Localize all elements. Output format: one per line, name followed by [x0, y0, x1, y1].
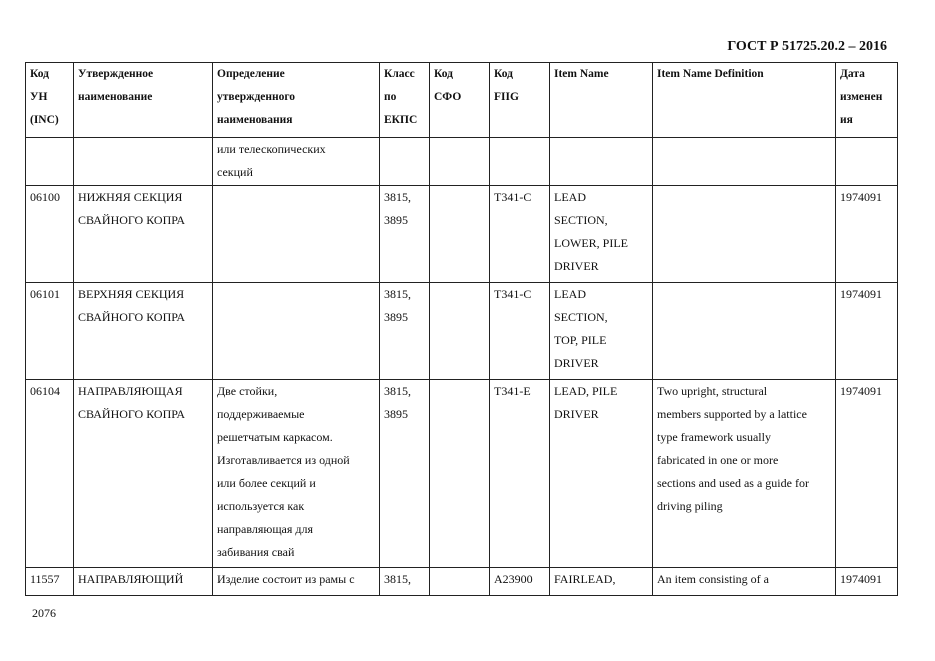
cell-item-definition	[653, 283, 836, 380]
table-row	[26, 186, 898, 283]
cell-date	[836, 138, 898, 186]
cell-fiig: T341-E	[490, 380, 550, 568]
header-name-ru: Утвержденное наименование	[74, 63, 213, 138]
cell-definition-ru	[213, 283, 380, 380]
cell-sfo	[430, 568, 490, 596]
header-item-definition: Item Name Definition	[653, 63, 836, 138]
cell-name-ru: НИЖНЯЯ СЕКЦИЯ СВАЙНОГО КОПРА	[74, 186, 213, 283]
cell-inc	[26, 138, 74, 186]
data-table	[25, 62, 898, 596]
header-item-name: Item Name	[550, 63, 653, 138]
cell-item-definition	[653, 138, 836, 186]
document-header: ГОСТ Р 51725.20.2 – 2016	[727, 39, 887, 54]
cell-definition-ru	[213, 186, 380, 283]
cell-sfo	[430, 283, 490, 380]
page-number: 2076	[32, 606, 56, 620]
cell-item-definition: An item consisting of a	[653, 568, 836, 596]
cell-sfo	[430, 138, 490, 186]
cell-inc: 06101	[26, 283, 74, 380]
cell-date: 1974091	[836, 380, 898, 568]
cell-class	[380, 138, 430, 186]
cell-name-ru: ВЕРХНЯЯ СЕКЦИЯ СВАЙНОГО КОПРА	[74, 283, 213, 380]
cell-inc: 06104	[26, 380, 74, 568]
header-sfo: Код СФО	[430, 63, 490, 138]
header-definition-ru: Определение утвержденного наименования	[213, 63, 380, 138]
cell-sfo	[430, 186, 490, 283]
cell-date: 1974091	[836, 283, 898, 380]
cell-item-definition: Two upright, structural members supported by a lattice type framework usually fabricated in one or more sections and used as a guide for driving piling	[653, 380, 836, 568]
cell-class: 3815, 3895	[380, 186, 430, 283]
header-fiig: Код FIIG	[490, 63, 550, 138]
cell-class: 3815,	[380, 568, 430, 596]
cell-fiig: T341-C	[490, 186, 550, 283]
cell-definition-ru: или телескопических секций	[213, 138, 380, 186]
cell-item-definition	[653, 186, 836, 283]
cell-inc: 06100	[26, 186, 74, 283]
cell-fiig: T341-C	[490, 283, 550, 380]
cell-definition-ru: Две стойки, поддерживаемые решетчатым каркасом. Изготавливается из одной или более секций и используется как направляющая для забивания свай	[213, 380, 380, 568]
cell-class: 3815, 3895	[380, 283, 430, 380]
table-row	[26, 380, 898, 568]
cell-date: 1974091	[836, 186, 898, 283]
header-date: Дата изменен ия	[836, 63, 898, 138]
cell-item-name: FAIRLEAD,	[550, 568, 653, 596]
cell-name-ru: НАПРАВЛЯЮЩИЙ	[74, 568, 213, 596]
table-header-row	[26, 63, 898, 138]
cell-class: 3815, 3895	[380, 380, 430, 568]
header-inc: Код УН (INC)	[26, 63, 74, 138]
cell-item-name	[550, 138, 653, 186]
cell-fiig: A23900	[490, 568, 550, 596]
cell-fiig	[490, 138, 550, 186]
cell-inc: 11557	[26, 568, 74, 596]
table-row	[26, 568, 898, 596]
cell-name-ru: НАПРАВЛЯЮЩАЯ СВАЙНОГО КОПРА	[74, 380, 213, 568]
cell-item-name: LEAD, PILE DRIVER	[550, 380, 653, 568]
cell-date: 1974091	[836, 568, 898, 596]
cell-definition-ru: Изделие состоит из рамы с	[213, 568, 380, 596]
cell-name-ru	[74, 138, 213, 186]
header-class: Класс по ЕКПС	[380, 63, 430, 138]
cell-item-name: LEAD SECTION, LOWER, PILE DRIVER	[550, 186, 653, 283]
table-row	[26, 138, 898, 186]
cell-sfo	[430, 380, 490, 568]
cell-item-name: LEAD SECTION, TOP, PILE DRIVER	[550, 283, 653, 380]
table-row	[26, 283, 898, 380]
